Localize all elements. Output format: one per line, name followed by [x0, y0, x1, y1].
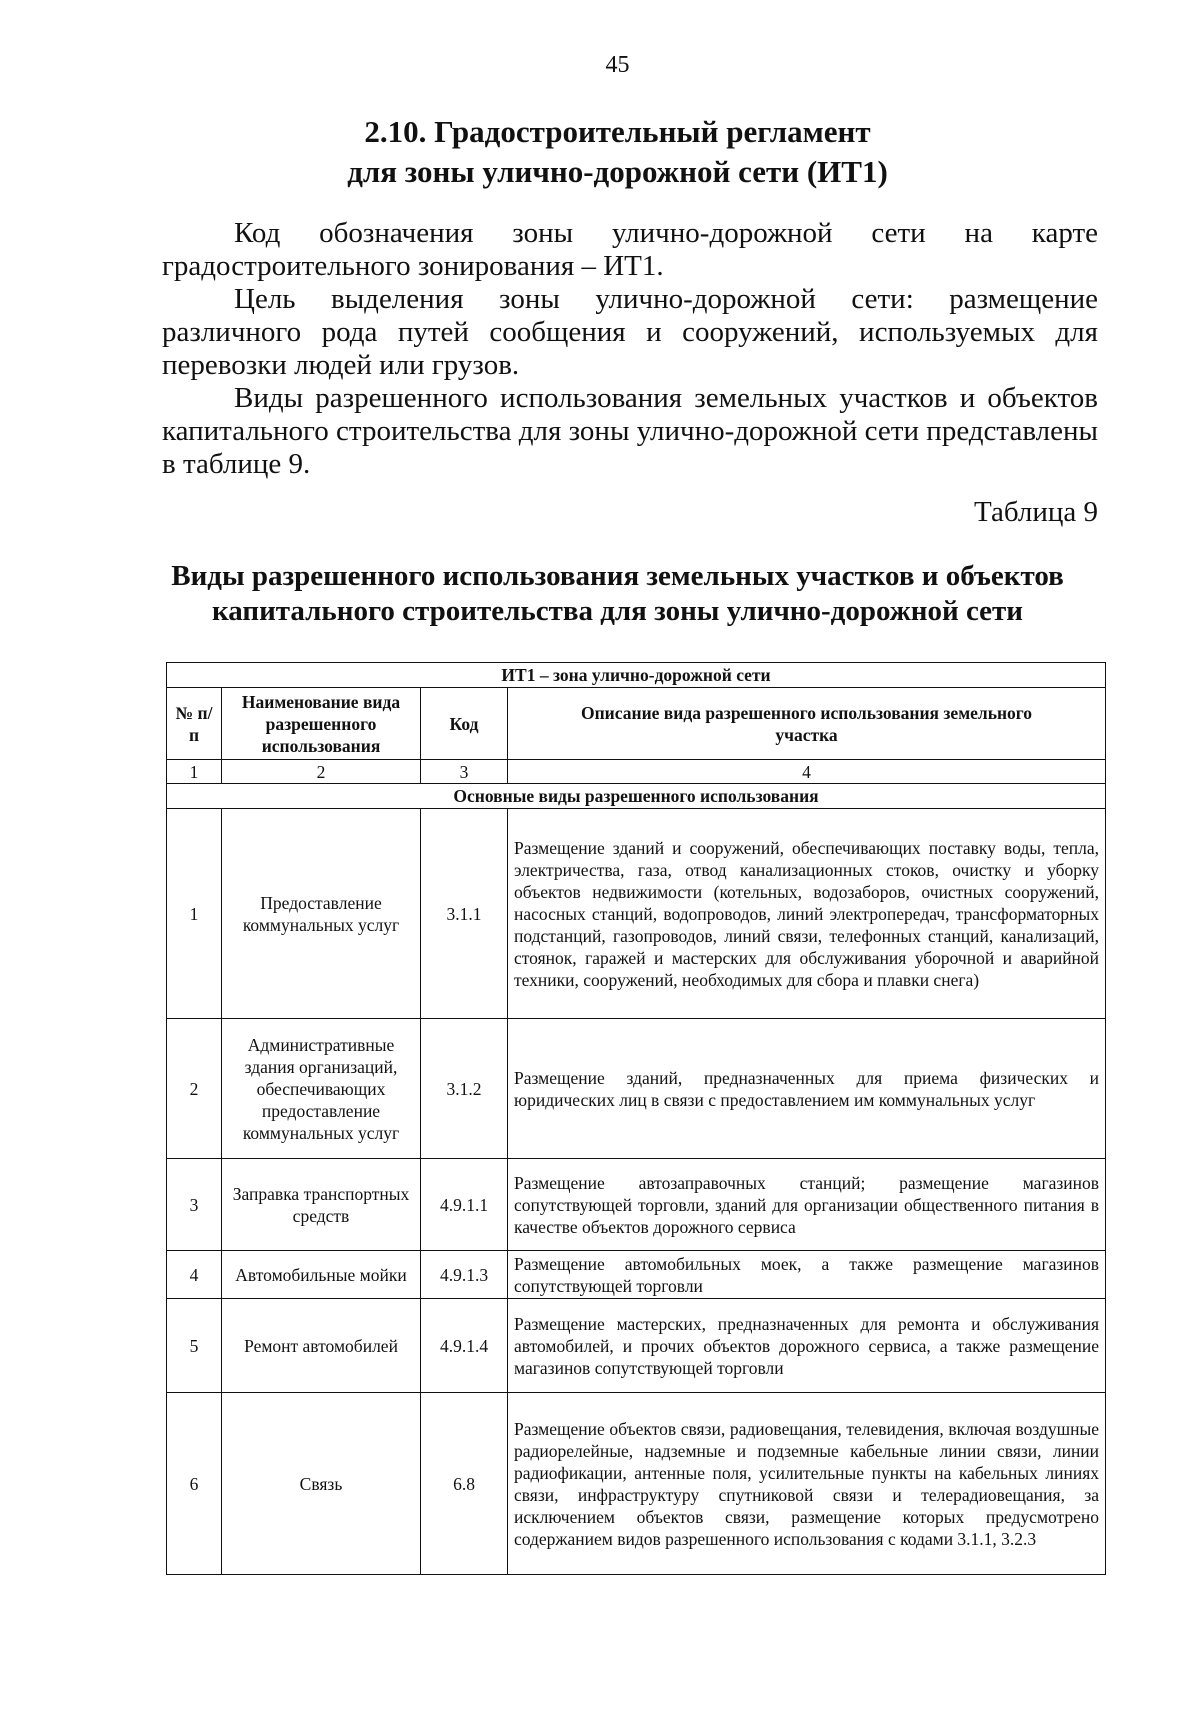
row-code: 3.1.2 — [421, 1019, 508, 1159]
section-title-line-2: для зоны улично-дорожной сети (ИТ1) — [347, 154, 888, 189]
zone-header-row — [167, 663, 1106, 688]
row-description: Размещение автозаправочных станций; размещение магазинов сопутствующей торговли, зданий для организации общественного питания в качестве объектов дорожного сервиса — [508, 1159, 1106, 1251]
row-description: Размещение зданий и сооружений, обеспечивающих поставку воды, тепла, электричества, газа, отвод канализационных стоков, очистку и уборку объектов недвижимости (котельных, водозаборов, очистных сооружений, насосных станций, водопроводов, линий электропередач, трансформаторных подстанций, газопроводов, линий связи, телефонных станций, канализаций, стоянок, гаражей и мастерских для обслуживания уборочной и аварийной техники, сооружений, необходимых для сбора и плавки снега) — [508, 809, 1106, 1019]
paragraph-zone-purpose: Цель выделения зоны улично-дорожной сети: размещение различного рода путей сообщения и сооружений, используемых для перевозки людей или грузов. — [162, 283, 1098, 381]
row-description: Размещение зданий, предназначенных для приема физических и юридических лиц в связи с предоставлением им коммунальных услуг — [508, 1019, 1106, 1159]
permitted-use-table — [166, 662, 1106, 1575]
row-code: 3.1.1 — [421, 809, 508, 1019]
row-number: 2 — [167, 1019, 222, 1159]
section-title-line-1: 2.10. Градостроительный регламент — [364, 114, 871, 149]
row-number: 6 — [167, 1393, 222, 1575]
section-label: Основные виды разрешенного использования — [167, 784, 1106, 809]
section-row — [167, 784, 1106, 809]
row-code: 4.9.1.3 — [421, 1251, 508, 1299]
row-code: 4.9.1.1 — [421, 1159, 508, 1251]
row-use-name: Ремонт автомобилей — [222, 1299, 421, 1393]
row-number: 5 — [167, 1299, 222, 1393]
zone-header: ИТ1 – зона улично-дорожной сети — [167, 663, 1106, 688]
row-use-name: Связь — [222, 1393, 421, 1575]
row-code: 6.8 — [421, 1393, 508, 1575]
table-row — [167, 1251, 1106, 1299]
column-number-cell: 1 — [167, 760, 222, 784]
row-code: 4.9.1.4 — [421, 1299, 508, 1393]
table-row — [167, 809, 1106, 1019]
section-title — [0, 112, 1200, 192]
page-number: 45 — [605, 52, 630, 78]
column-header-description: Описание вида разрешенного использования земельного участка — [508, 688, 1106, 760]
table-row — [167, 1159, 1106, 1251]
table-row — [167, 1393, 1106, 1575]
row-description: Размещение объектов связи, радиовещания, телевидения, включая воздушные радиорелейные, надземные и подземные кабельные линии связи, линии радиофикации, антенные поля, усилительные пункты на кабельных линиях связи, инфраструктуру спутниковой связи и телерадиовещания, за исключением объектов связи, размещение которых предусмотрено содержанием видов разрешенного использования с кодами 3.1.1, 3.2.3 — [508, 1393, 1106, 1575]
paragraph-table-reference: Виды разрешенного использования земельных участков и объектов капитального строительства для зоны улично-дорожной сети представлены в таблице 9. — [162, 382, 1098, 480]
row-number: 3 — [167, 1159, 222, 1251]
table-title-line-1: Виды разрешенного использования земельных участков и объектов — [171, 560, 1064, 592]
column-header-number: № п/п — [167, 688, 222, 760]
table-row — [167, 1299, 1106, 1393]
column-header-name: Наименование вида разрешенного использования — [222, 688, 421, 760]
column-number-row — [167, 760, 1106, 784]
table-caption: Таблица 9 — [973, 496, 1098, 528]
row-use-name: Автомобильные мойки — [222, 1251, 421, 1299]
table-title-line-2: капитального строительства для зоны улично-дорожной сети — [212, 595, 1023, 627]
row-description: Размещение мастерских, предназначенных для ремонта и обслуживания автомобилей, и прочих объектов дорожного сервиса, а также размещение магазинов сопутствующей торговли — [508, 1299, 1106, 1393]
row-use-name: Предоставление коммунальных услуг — [222, 809, 421, 1019]
column-number-cell: 2 — [222, 760, 421, 784]
body-text — [162, 217, 1098, 481]
column-header-row — [167, 688, 1106, 760]
row-description: Размещение автомобильных моек, а также размещение магазинов сопутствующей торговли — [508, 1251, 1106, 1299]
column-number-cell: 3 — [421, 760, 508, 784]
column-header-code: Код — [421, 688, 508, 760]
row-use-name: Заправка транспортных средств — [222, 1159, 421, 1251]
column-number-cell: 4 — [508, 760, 1106, 784]
row-use-name: Административные здания организаций, обеспечивающих предоставление коммунальных услуг — [222, 1019, 421, 1159]
row-number: 4 — [167, 1251, 222, 1299]
table-title — [0, 559, 1200, 629]
row-number: 1 — [167, 809, 222, 1019]
table-row — [167, 1019, 1106, 1159]
paragraph-zone-code: Код обозначения зоны улично-дорожной сети на карте градостроительного зонирования – ИТ1. — [162, 217, 1098, 282]
